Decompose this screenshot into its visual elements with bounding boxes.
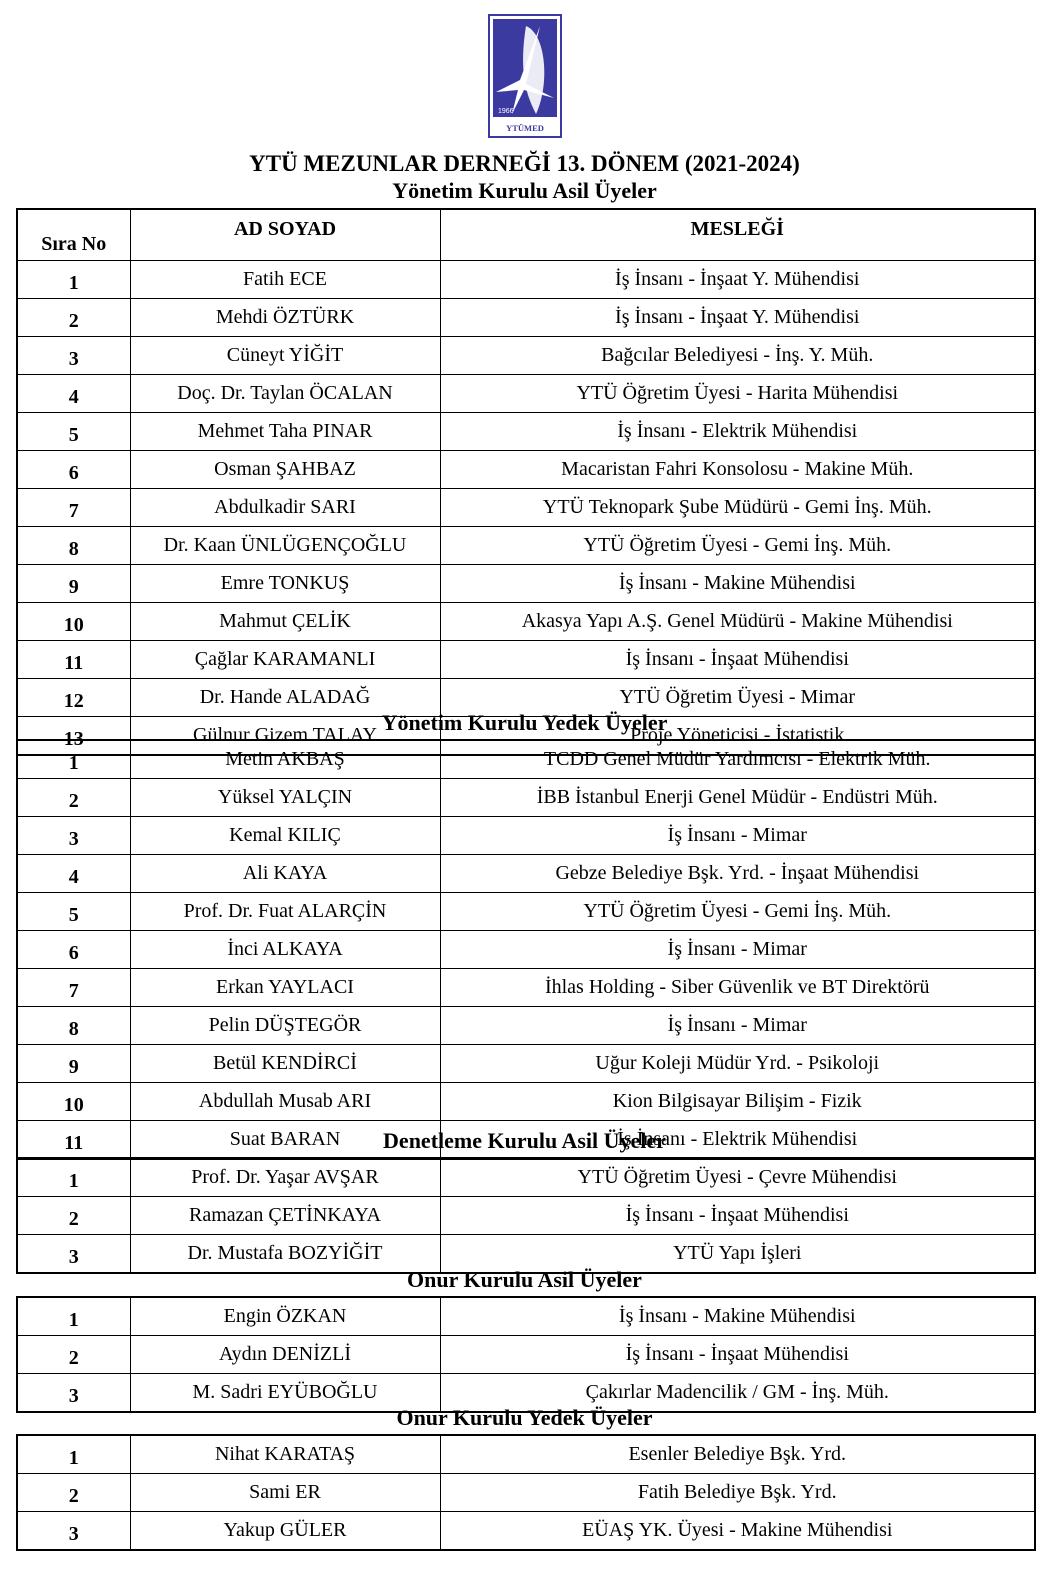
ytumed-logo [488, 14, 562, 138]
member-name: Mehdi ÖZTÜRK [130, 299, 440, 337]
member-profession: YTÜ Yapı İşleri [440, 1235, 1035, 1274]
row-number: 3 [17, 817, 130, 855]
row-number: 1 [17, 261, 130, 299]
member-profession: İhlas Holding - Siber Güvenlik ve BT Direktörü [440, 969, 1035, 1007]
member-profession: Akasya Yapı A.Ş. Genel Müdürü - Makine Mühendisi [440, 603, 1035, 641]
row-number: 1 [17, 1158, 130, 1197]
member-name: Osman ŞAHBAZ [130, 451, 440, 489]
table-row [17, 413, 1035, 451]
row-number: 2 [17, 1336, 130, 1374]
member-name: Engin ÖZKAN [130, 1297, 440, 1336]
member-name: Kemal KILIÇ [130, 817, 440, 855]
member-profession: İş İnsanı - Mimar [440, 817, 1035, 855]
section-title: Onur Kurulu Yedek Üyeler [396, 1405, 653, 1430]
section-title: Yönetim Kurulu Yedek Üyeler [381, 710, 668, 735]
member-profession: Çakırlar Madencilik / GM - İnş. Müh. [440, 1374, 1035, 1413]
member-name: Betül KENDİRCİ [130, 1045, 440, 1083]
row-number: 1 [17, 1435, 130, 1474]
member-name: Ali KAYA [130, 855, 440, 893]
member-profession: Macaristan Fahri Konsolosu - Makine Müh. [440, 451, 1035, 489]
row-number: 4 [17, 855, 130, 893]
member-name: Ramazan ÇETİNKAYA [130, 1197, 440, 1235]
members-table [16, 208, 1036, 756]
table-row [17, 1158, 1035, 1197]
member-name: Emre TONKUŞ [130, 565, 440, 603]
table-row [17, 740, 1035, 779]
member-name: Erkan YAYLACI [130, 969, 440, 1007]
member-name: M. Sadri EYÜBOĞLU [130, 1374, 440, 1413]
row-number: 6 [17, 451, 130, 489]
table-row [17, 1197, 1035, 1235]
member-name: Fatih ECE [130, 261, 440, 299]
member-name: Mehmet Taha PINAR [130, 413, 440, 451]
table-row [17, 893, 1035, 931]
row-number: 5 [17, 893, 130, 931]
table-row [17, 1297, 1035, 1336]
member-name: Yüksel YALÇIN [130, 779, 440, 817]
row-number: 2 [17, 1197, 130, 1235]
table-row [17, 641, 1035, 679]
row-number: 8 [17, 527, 130, 565]
member-name: Prof. Dr. Fuat ALARÇİN [130, 893, 440, 931]
members-table [16, 739, 1036, 1160]
table-row [17, 1083, 1035, 1121]
member-profession: İş İnsanı - Elektrik Mühendisi [440, 413, 1035, 451]
member-name: Abdullah Musab ARI [130, 1083, 440, 1121]
member-profession: İş İnsanı - İnşaat Mühendisi [440, 1197, 1035, 1235]
member-profession: YTÜ Öğretim Üyesi - Çevre Mühendisi [440, 1158, 1035, 1197]
table-row [17, 261, 1035, 299]
row-number: 10 [17, 603, 130, 641]
member-profession: YTÜ Teknopark Şube Müdürü - Gemi İnş. Müh. [440, 489, 1035, 527]
section-title: Onur Kurulu Asil Üyeler [407, 1267, 642, 1292]
member-profession: YTÜ Öğretim Üyesi - Harita Mühendisi [440, 375, 1035, 413]
row-number: 2 [17, 299, 130, 337]
member-profession: YTÜ Öğretim Üyesi - Gemi İnş. Müh. [440, 893, 1035, 931]
member-profession: EÜAŞ YK. Üyesi - Makine Mühendisi [440, 1512, 1035, 1551]
table-row [17, 489, 1035, 527]
table-header-row [17, 209, 1035, 261]
member-profession: YTÜ Öğretim Üyesi - Gemi İnş. Müh. [440, 527, 1035, 565]
table-row [17, 527, 1035, 565]
member-profession: Gebze Belediye Bşk. Yrd. - İnşaat Mühendisi [440, 855, 1035, 893]
member-profession: İş İnsanı - Mimar [440, 1007, 1035, 1045]
member-profession: İBB İstanbul Enerji Genel Müdür - Endüstri Müh. [440, 779, 1035, 817]
member-profession: İş İnsanı - İnşaat Y. Mühendisi [440, 261, 1035, 299]
member-profession: İş İnsanı - İnşaat Mühendisi [440, 641, 1035, 679]
member-profession: İş İnsanı - Makine Mühendisi [440, 1297, 1035, 1336]
row-number: 7 [17, 489, 130, 527]
section-title: Denetleme Kurulu Asil Üyeler [383, 1128, 666, 1153]
table-row [17, 603, 1035, 641]
table-row [17, 1435, 1035, 1474]
row-number: 8 [17, 1007, 130, 1045]
members-table [16, 1434, 1036, 1551]
member-name: Mahmut ÇELİK [130, 603, 440, 641]
members-table [16, 1157, 1036, 1274]
member-name: Nihat KARATAŞ [130, 1435, 440, 1474]
row-number: 10 [17, 1083, 130, 1121]
member-name: Pelin DÜŞTEGÖR [130, 1007, 440, 1045]
member-profession: Kion Bilgisayar Bilişim - Fizik [440, 1083, 1035, 1121]
member-profession: YTÜ Öğretim Üyesi - Mimar [440, 679, 1035, 717]
document-title: YTÜ MEZUNLAR DERNEĞİ 13. DÖNEM (2021-2024) [249, 151, 800, 176]
row-number: 11 [17, 641, 130, 679]
member-profession: İş İnsanı - İnşaat Y. Mühendisi [440, 299, 1035, 337]
member-name: Doç. Dr. Taylan ÖCALAN [130, 375, 440, 413]
member-name: Abdulkadir SARI [130, 489, 440, 527]
row-number: 2 [17, 1474, 130, 1512]
member-profession: Fatih Belediye Bşk. Yrd. [440, 1474, 1035, 1512]
table-row [17, 299, 1035, 337]
table-row [17, 1045, 1035, 1083]
member-name: Prof. Dr. Yaşar AVŞAR [130, 1158, 440, 1197]
member-name: İnci ALKAYA [130, 931, 440, 969]
table-row [17, 565, 1035, 603]
logo-name: YTÜMED [506, 123, 544, 133]
member-name: Çağlar KARAMANLI [130, 641, 440, 679]
row-number: 9 [17, 565, 130, 603]
member-profession: Bağcılar Belediyesi - İnş. Y. Müh. [440, 337, 1035, 375]
table-row [17, 1336, 1035, 1374]
table-row [17, 931, 1035, 969]
member-name: Suat BARAN [130, 1121, 440, 1160]
header-meslegi: MESLEĞİ [440, 209, 1035, 261]
member-name: Aydın DENİZLİ [130, 1336, 440, 1374]
row-number: 3 [17, 337, 130, 375]
member-name: Gülnur Gizem TALAY [130, 717, 440, 756]
table-row [17, 855, 1035, 893]
row-number: 7 [17, 969, 130, 1007]
table-row [17, 451, 1035, 489]
table-row [17, 779, 1035, 817]
member-name: Metin AKBAŞ [130, 740, 440, 779]
row-number: 12 [17, 679, 130, 717]
table-row [17, 817, 1035, 855]
table-row [17, 375, 1035, 413]
row-number: 3 [17, 1235, 130, 1274]
row-number: 2 [17, 779, 130, 817]
table-row [17, 1512, 1035, 1551]
logo-year: 1966 [498, 108, 514, 115]
row-number: 11 [17, 1121, 130, 1160]
row-number: 9 [17, 1045, 130, 1083]
header-ad-soyad: AD SOYAD [130, 209, 440, 261]
table-row [17, 337, 1035, 375]
member-profession: İş İnsanı - Elektrik Mühendisi [440, 1121, 1035, 1160]
row-number: 1 [17, 740, 130, 779]
row-number: 4 [17, 375, 130, 413]
member-name: Dr. Kaan ÜNLÜGENÇOĞLU [130, 527, 440, 565]
member-name: Cüneyt YİĞİT [130, 337, 440, 375]
row-number: 13 [17, 717, 130, 756]
row-number: 3 [17, 1374, 130, 1413]
row-number: 3 [17, 1512, 130, 1551]
table-row [17, 969, 1035, 1007]
member-profession: İş İnsanı - İnşaat Mühendisi [440, 1336, 1035, 1374]
member-profession: İş İnsanı - Makine Mühendisi [440, 565, 1035, 603]
table-row [17, 1007, 1035, 1045]
member-profession: Uğur Koleji Müdür Yrd. - Psikoloji [440, 1045, 1035, 1083]
section-title: Yönetim Kurulu Asil Üyeler [392, 178, 657, 203]
member-name: Dr. Mustafa BOZYİĞİT [130, 1235, 440, 1274]
row-number: 5 [17, 413, 130, 451]
member-profession: Esenler Belediye Bşk. Yrd. [440, 1435, 1035, 1474]
member-name: Yakup GÜLER [130, 1512, 440, 1551]
member-name: Sami ER [130, 1474, 440, 1512]
member-profession: TCDD Genel Müdür Yardımcısı - Elektrik Müh. [440, 740, 1035, 779]
member-profession: İş İnsanı - Mimar [440, 931, 1035, 969]
member-name: Dr. Hande ALADAĞ [130, 679, 440, 717]
row-number: 1 [17, 1297, 130, 1336]
member-profession: Proje Yöneticisi - İstatistik [440, 717, 1035, 756]
header-sira-no: Sıra No [17, 209, 130, 261]
row-number: 6 [17, 931, 130, 969]
table-row [17, 1474, 1035, 1512]
members-table [16, 1296, 1036, 1413]
